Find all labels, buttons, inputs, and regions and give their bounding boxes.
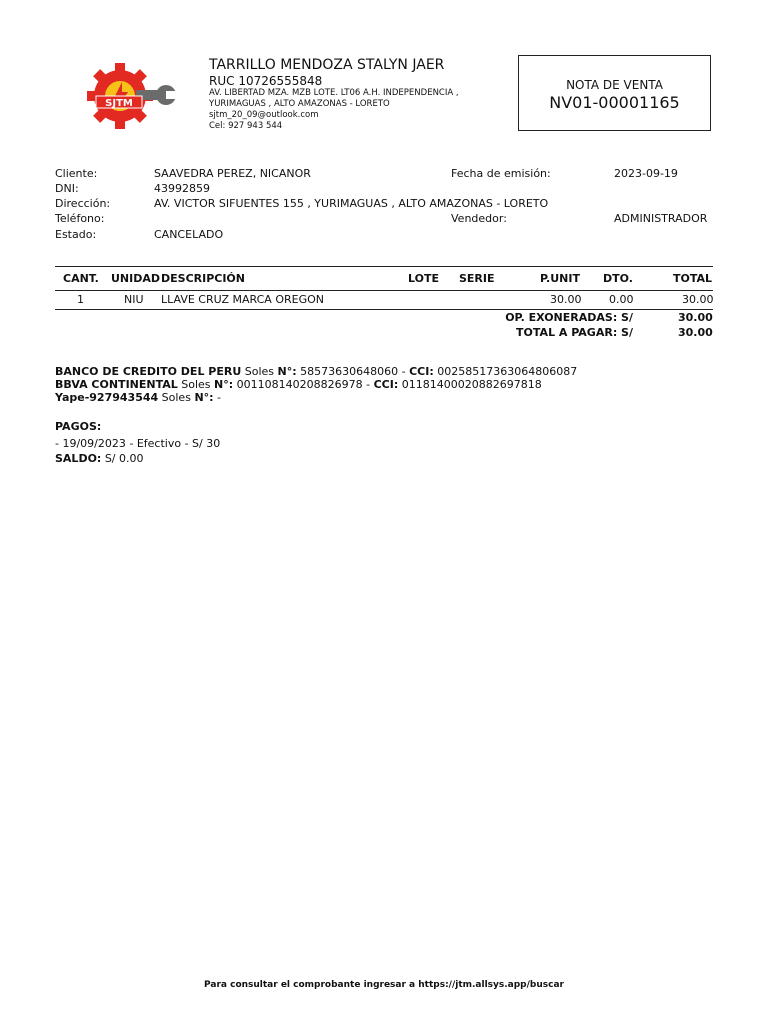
bank-line-bcp	[55, 365, 577, 378]
total-pagar-label: TOTAL A PAGAR: S/	[516, 326, 633, 339]
bank-cci-label: CCI:	[373, 378, 399, 391]
document-type: NOTA DE VENTA	[566, 78, 663, 92]
vendedor-value: ADMINISTRADOR	[614, 212, 708, 225]
table-top-line	[55, 266, 713, 267]
bank-cci: 00258517363064806087	[433, 365, 578, 378]
th-punit: P.UNIT	[540, 272, 580, 285]
row-total: 30.00	[682, 293, 714, 306]
vendedor-label: Vendedor:	[451, 212, 507, 225]
bank-name: BBVA CONTINENTAL	[55, 378, 178, 391]
row-unidad: NIU	[124, 293, 144, 306]
th-cant: CANT.	[63, 272, 99, 285]
table-bottom-line	[55, 309, 713, 310]
estado-label: Estado:	[55, 228, 97, 241]
th-total: TOTAL	[673, 272, 713, 285]
saldo-line	[55, 452, 144, 465]
logo-text: SJTM	[105, 98, 133, 109]
exoneradas-label: OP. EXONERADAS: S/	[505, 311, 633, 324]
table-header-line	[55, 290, 713, 291]
direccion-value: AV. VICTOR SIFUENTES 155 , YURIMAGUAS , ALTO AMAZONAS - LORETO	[154, 197, 549, 210]
fecha-value: 2023-09-19	[614, 167, 678, 180]
company-ruc: RUC 10726555848	[209, 74, 323, 88]
row-dto: 0.00	[609, 293, 634, 306]
th-lote: LOTE	[408, 272, 439, 285]
bank-num: 58573630648060 -	[296, 365, 410, 378]
th-dto: DTO.	[603, 272, 633, 285]
bank-currency: Soles	[241, 365, 278, 378]
bank-currency: Soles	[177, 378, 215, 391]
bank-num: -	[213, 391, 222, 404]
saldo-label: SALDO:	[55, 452, 102, 465]
bank-num-label: N°:	[214, 378, 234, 391]
row-punit: 30.00	[550, 293, 582, 306]
fecha-label: Fecha de emisión:	[451, 167, 551, 180]
row-descripcion: LLAVE CRUZ MARCA OREGON	[161, 293, 324, 306]
bank-num-label: N°:	[277, 365, 297, 378]
bank-cci-label: CCI:	[409, 365, 434, 378]
bank-num-label: N°:	[194, 391, 214, 404]
document-number: NV01-00001165	[549, 93, 680, 112]
cliente-label: Cliente:	[55, 167, 98, 180]
direccion-label: Dirección:	[55, 197, 111, 210]
telefono-label: Teléfono:	[55, 212, 105, 225]
bank-name: Yape-927943544	[55, 391, 159, 404]
th-unidad: UNIDAD	[111, 272, 161, 285]
company-address-line2: YURIMAGUAS , ALTO AMAZONAS - LORETO	[209, 99, 390, 109]
bank-currency: Soles	[158, 391, 195, 404]
payment-line: - 19/09/2023 - Efectivo - S/ 30	[55, 437, 221, 450]
estado-value: CANCELADO	[154, 228, 224, 241]
saldo-value: S/ 0.00	[101, 452, 144, 465]
company-address-line1: AV. LIBERTAD MZA. MZB LOTE. LT06 A.H. INDEPENDENCIA ,	[209, 88, 459, 98]
exoneradas-value: 30.00	[678, 311, 713, 324]
dni-value: 43992859	[154, 182, 210, 195]
total-pagar-value: 30.00	[678, 326, 713, 339]
row-cant: 1	[77, 293, 84, 306]
th-serie: SERIE	[459, 272, 495, 285]
company-phone: Cel: 927 943 544	[209, 121, 283, 131]
footer-note: Para consultar el comprobante ingresar a https://jtm.allsys.app/buscar	[204, 980, 564, 990]
payments-title: PAGOS:	[55, 420, 102, 433]
company-name: TARRILLO MENDOZA STALYN JAER	[209, 57, 445, 73]
dni-label: DNI:	[55, 182, 79, 195]
bank-line-yape	[55, 391, 221, 404]
company-logo	[86, 60, 178, 130]
bank-cci: 01181400020882697818	[398, 378, 542, 391]
bank-line-bbva	[55, 378, 542, 391]
company-email: sjtm_20_09@outlook.com	[209, 110, 319, 120]
bank-name: BANCO DE CREDITO DEL PERU	[55, 365, 242, 378]
bank-num: 001108140208826978 -	[233, 378, 374, 391]
cliente-value: SAAVEDRA PEREZ, NICANOR	[154, 167, 311, 180]
document-box	[518, 55, 711, 131]
th-descripcion: DESCRIPCIÓN	[161, 272, 245, 285]
